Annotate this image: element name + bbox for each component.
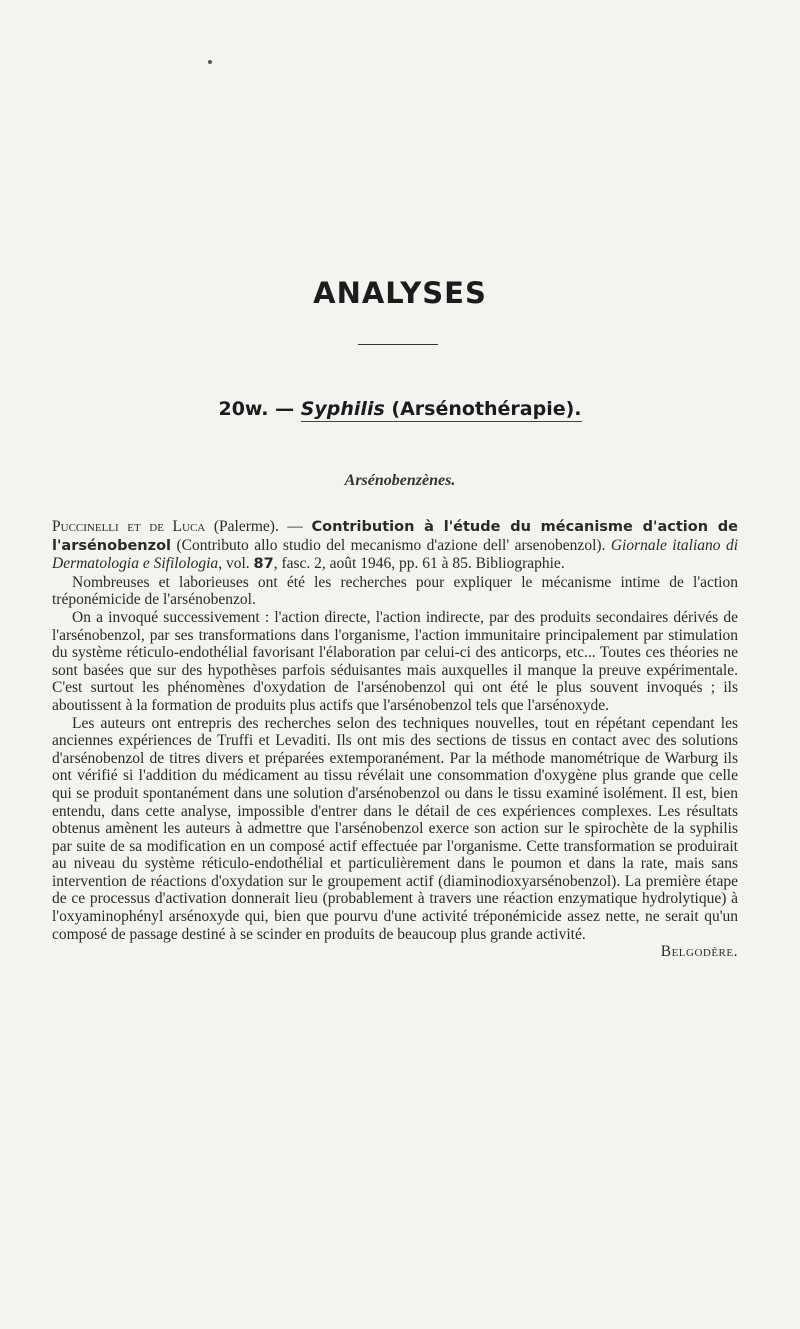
article-body (52, 518, 738, 961)
section-keyword: Syphilis (300, 398, 385, 420)
paragraph: On a invoqué successivement : l'action directe, l'action indirecte, par des produits secondaires dérivés de l'arsénobenzol, par ses transformations dans l'organisme, l'action immunitaire principalement par stimulation du système réticulo-endothélial favorisant l'élaboration par celui-ci des anticorps, etc... Toutes ces théories ne sont basées que sur des hypothèses parfois séduisantes mais auxquelles il manque la preuve expérimentale. C'est surtout les phénomènes d'oxydation de l'arsénobenzol qui ont été le plus souvent invoqués ; ils aboutissent à la formation de produits plus actifs que l'arsénobenzol tels que l'arsénoxyde. (52, 608, 738, 714)
reference-volume: 87 (253, 556, 274, 573)
reference-details: , fasc. 2, août 1946, pp. 61 à 85. Bibliographie. (273, 555, 565, 573)
reference-location: (Palerme). — (205, 518, 312, 535)
author-signature: Belgodère. (660, 943, 738, 961)
subheading: Arsénobenzènes. (344, 472, 456, 489)
bibliographic-reference (52, 518, 738, 574)
section-subject-underlined (301, 398, 582, 422)
section-number: 20w. (218, 398, 269, 420)
page-title: ANALYSES (313, 276, 487, 310)
paragraph: Nombreuses et laborieuses ont été les recherches pour expliquer le mécanisme intime de l'action tréponémicide de l'arsénobenzol. (52, 573, 738, 609)
title-rule (358, 344, 438, 345)
reference-title-italian: (Contributo allo studio del mecanismo d'azione dell' arsenobenzol). (171, 536, 611, 554)
section-dash: — (268, 398, 301, 420)
reference-authors: Puccinelli et de Luca (52, 518, 206, 535)
reference-title: Contribution à l'étude du mécanisme d'action de l'arsénobenzol (52, 519, 738, 554)
reference-journal: Giornale italiano di Dermatologia e Sifilologia (52, 536, 739, 573)
reference-vol-label: , vol. (218, 555, 254, 573)
section-heading (0, 398, 800, 420)
section-subject: (Arsénothérapie). (384, 398, 582, 420)
ink-speck (208, 60, 212, 64)
paragraph: Les auteurs ont entrepris des recherches selon des techniques nouvelles, tout en répétant cependant les anciennes expériences de Truffi et Levaditi. Ils ont mis des sections de tissus en contact avec des solutions d'arsénobenzol de titres divers et préparées extemporanément. Par la méthode manométrique de Warburg ils ont vérifié si l'addition du médicament au tissu révélait une consommation d'oxygène plus grande que celle qui se produit spontanément dans une solution d'arsénobenzol ou dans le tissu examiné isolément. Il est, bien entendu, dans cette analyse, impossible d'entrer dans le détail de ces expériences complexes. Les résultats obtenus amènent les auteurs à admettre que l'arsénobenzol exerce son action sur le spirochète de la syphilis par suite de sa modification en un composé actif effectuée par l'organisme. Cette transformation se produirait au niveau du système réticulo-endothélial et particulièrement dans le poumon et dans la rate, mais sans intervention de réactions d'oxydation sur le groupement actif (diaminodioxyarsénobenzol). La première étape de ce processus d'activation donnerait lieu (probablement à travers une réaction enzymatique hydrolytique) à l'oxyaminophényl arsénoxyde qui, bien que pourvu d'une activité tréponémicide assez nette, ne serait qu'un composé de passage destiné à se scinder en produits de beaucoup plus grande activité. (52, 714, 738, 943)
